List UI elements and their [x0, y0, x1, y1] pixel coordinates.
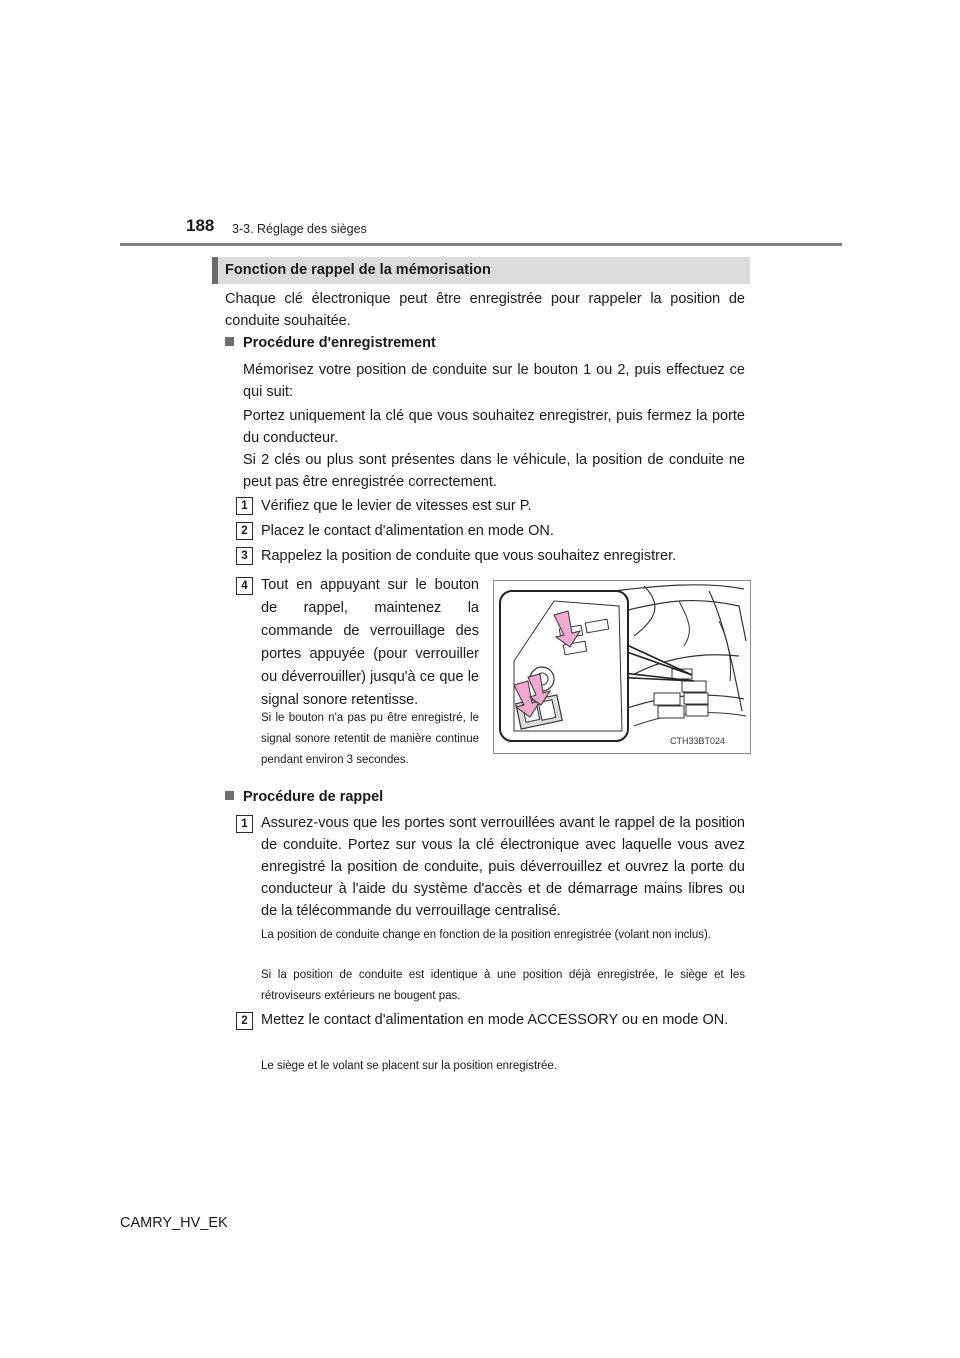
figure-code: CTH33BT024: [670, 736, 726, 746]
step-number-badge: 1: [236, 497, 253, 515]
registration-step-1: Vérifiez que le levier de vitesses est sur P.: [261, 498, 532, 514]
registration-step-3: Rappelez la position de conduite que vous souhaitez enregistrer.: [261, 548, 677, 564]
square-bullet-icon: [225, 791, 234, 800]
step-number-badge: 2: [236, 522, 253, 540]
window-switch-cluster: [654, 669, 708, 718]
header-divider: [120, 243, 842, 246]
breadcrumb: 3-3. Réglage des sièges: [232, 222, 367, 236]
square-bullet-icon: [225, 337, 234, 346]
registration-para2-line1: Portez uniquement la clé que vous souhaitez enregistrer, puis fermez la porte du conducteur.: [243, 408, 745, 446]
section-title: Fonction de rappel de la mémorisation: [225, 262, 491, 278]
section-accent: [212, 257, 218, 284]
door-panel-drawing: [494, 581, 750, 753]
recall-step-1-note-1: La position de conduite change en fonction de la position enregistrée (volant non inclus).: [261, 929, 712, 941]
registration-heading: [225, 335, 436, 351]
door-control-illustration: [493, 580, 751, 754]
registration-step-2: Placez le contact d'alimentation en mode ON.: [261, 523, 554, 539]
step-number-badge: 4: [236, 577, 253, 595]
recall-step-1: Assurez-vous que les portes sont verrouillées avant le rappel de la position de conduite. Portez sur vous la clé électronique avec laquelle vous avez enregistré la position de conduite, puis déverrouillez et ouvrez la porte du conducteur à l'aide du système d'accès et de démarrage mains libres ou de la télécommande du verrouillage centralisé.: [261, 815, 745, 919]
recall-step-2-note: Le siège et le volant se placent sur la position enregistrée.: [261, 1060, 557, 1072]
registration-heading-text: Procédure d'enregistrement: [243, 335, 436, 351]
section-title-bar: [212, 257, 750, 284]
recall-step-2: Mettez le contact d'alimentation en mode ACCESSORY ou en mode ON.: [261, 1012, 729, 1028]
registration-para2-line2: Si 2 clés ou plus sont présentes dans le véhicule, la position de conduite ne peut pas être enregistrée correctement.: [243, 452, 745, 490]
page-number: 188: [186, 216, 215, 235]
model-code: CAMRY_HV_EK: [120, 1215, 228, 1231]
registration-para1: Mémorisez votre position de conduite sur le bouton 1 ou 2, puis effectuez ce qui suit:: [243, 362, 745, 400]
recall-step-1-note-2: Si la position de conduite est identique à une position déjà enregistrée, le siège et les rétroviseurs extérieurs ne bougent pas.: [261, 969, 745, 1002]
registration-step-4: Tout en appuyant sur le bouton de rappel, maintenez la commande de verrouillage des portes appuyée (pour verrouiller ou déverrouiller) jusqu'à ce que le signal sonore retentisse.: [261, 577, 479, 708]
recall-heading-text: Procédure de rappel: [243, 789, 384, 805]
registration-step-4-note: Si le bouton n'a pas pu être enregistré, le signal sonore retentit de manière continue pendant environ 3 secondes.: [261, 712, 479, 766]
step-number-badge: 1: [236, 815, 253, 833]
recall-heading: [225, 789, 383, 805]
step-number-badge: 3: [236, 547, 253, 565]
section-intro: Chaque clé électronique peut être enregistrée pour rappeler la position de conduite souhaitée.: [225, 291, 745, 329]
step-number-badge: 2: [236, 1012, 253, 1030]
